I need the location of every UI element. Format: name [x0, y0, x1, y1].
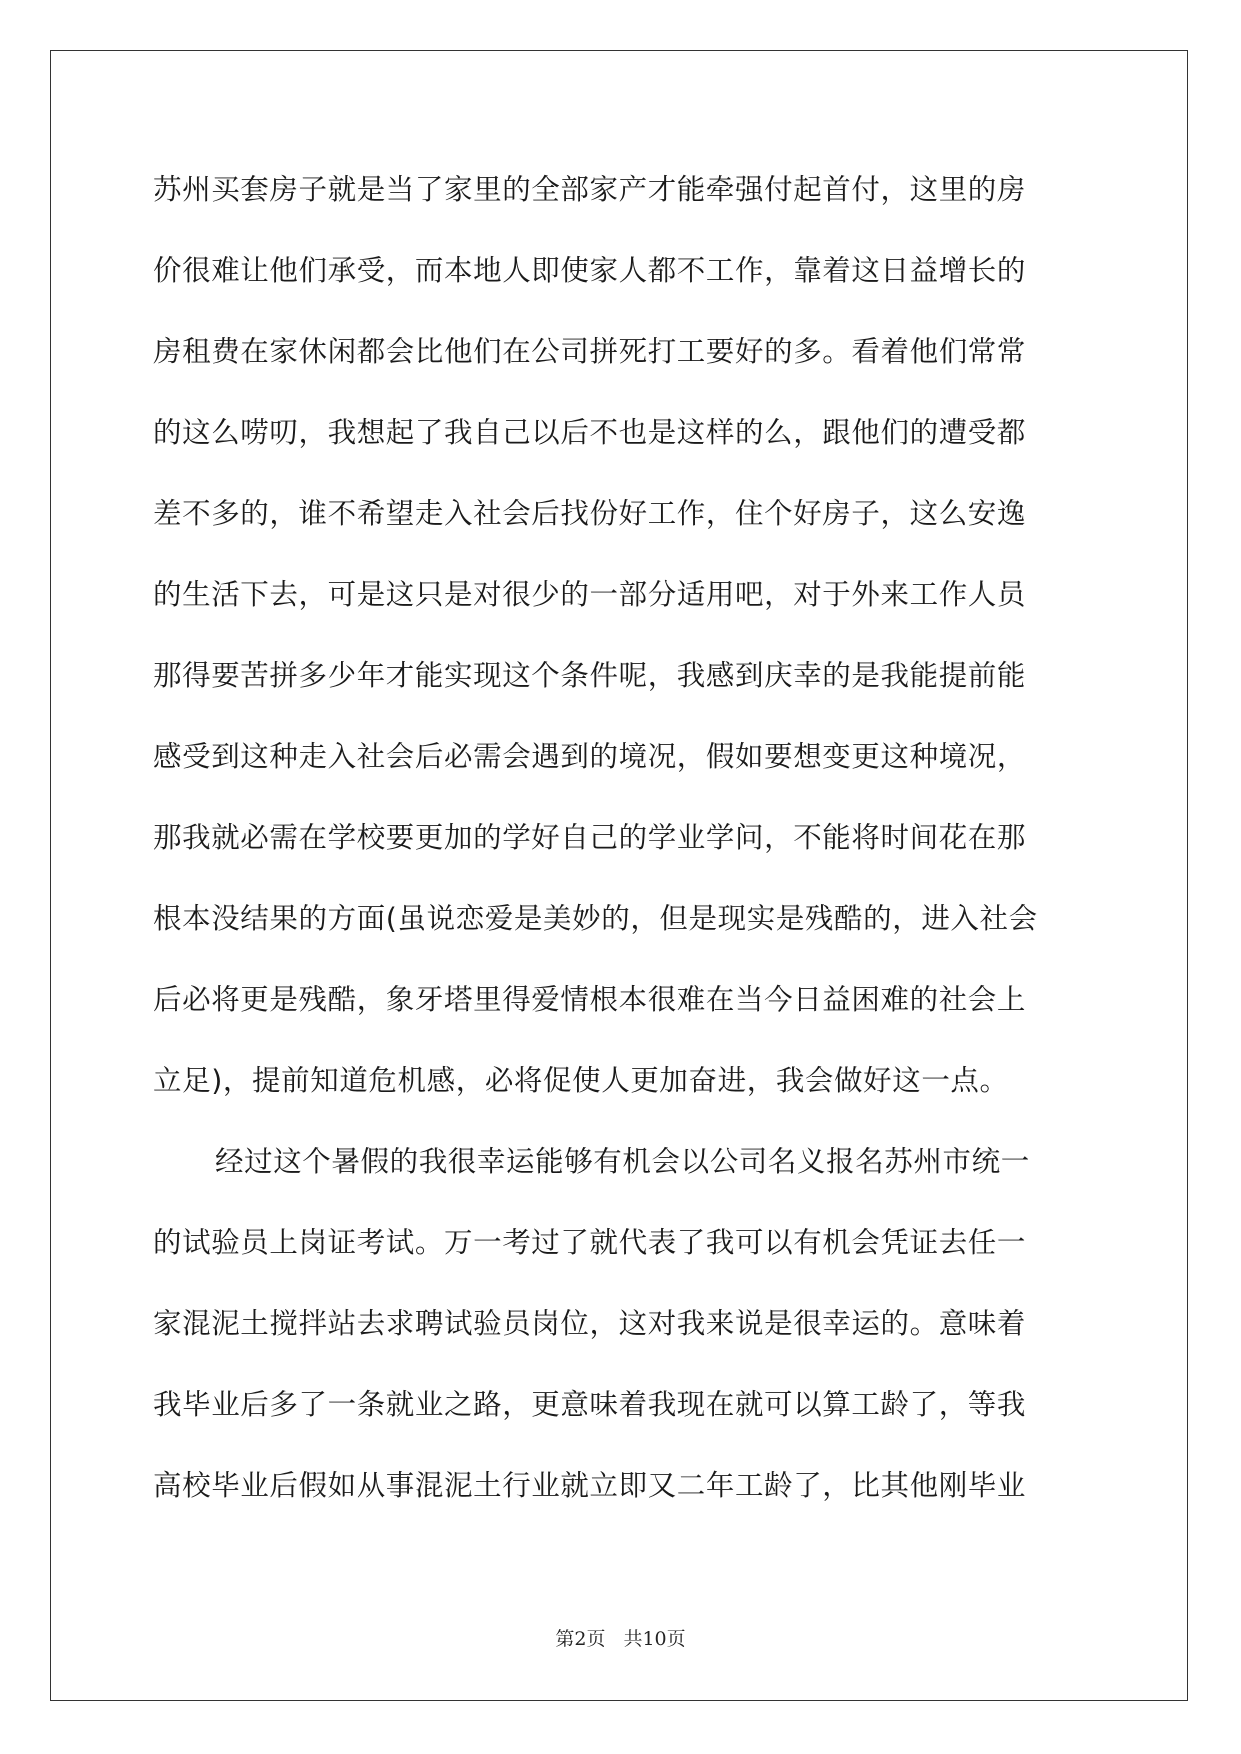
- page-footer: [0, 1624, 1241, 1651]
- text-line: 那得要苦拼多少年才能实现这个条件呢，我感到庆幸的是我能提前能: [153, 659, 1027, 692]
- page-total: 共10页: [623, 1628, 686, 1650]
- text-line: 立足)，提前知道危机感，必将促使人更加奋进，我会做好这一点。: [153, 1064, 1009, 1097]
- text-line: 那我就必需在学校要更加的学好自己的学业学问，不能将时间花在那: [153, 821, 1027, 854]
- text-line-paragraph-start: 经过这个暑假的我很幸运能够有机会以公司名义报名苏州市统一: [215, 1145, 1030, 1178]
- text-line: 我毕业后多了一条就业之路，更意味着我现在就可以算工龄了，等我: [153, 1388, 1027, 1421]
- text-line: 根本没结果的方面(虽说恋爱是美妙的，但是现实是残酷的，进入社会: [153, 902, 1038, 935]
- text-line: 后必将更是残酷，象牙塔里得爱情根本很难在当今日益困难的社会上: [153, 983, 1027, 1016]
- body-text: [153, 160, 1088, 1537]
- text-line: 高校毕业后假如从事混泥土行业就立即又二年工龄了，比其他刚毕业: [153, 1469, 1027, 1502]
- text-line: 房租费在家休闲都会比他们在公司拼死打工要好的多。看着他们常常: [153, 335, 1027, 368]
- text-line: 的生活下去，可是这只是对很少的一部分适用吧，对于外来工作人员: [153, 578, 1027, 611]
- text-line: 家混泥土搅拌站去求聘试验员岗位，这对我来说是很幸运的。意味着: [153, 1307, 1027, 1340]
- text-line: 差不多的，谁不希望走入社会后找份好工作，住个好房子，这么安逸: [153, 497, 1027, 530]
- text-line: 价很难让他们承受，而本地人即使家人都不工作，靠着这日益增长的: [153, 254, 1027, 287]
- text-line: 苏州买套房子就是当了家里的全部家产才能牵强付起首付，这里的房: [153, 173, 1027, 206]
- text-line: 的试验员上岗证考试。万一考过了就代表了我可以有机会凭证去任一: [153, 1226, 1027, 1259]
- text-line: 的这么唠叨，我想起了我自己以后不也是这样的么，跟他们的遭受都: [153, 416, 1027, 449]
- page-number: 第2页: [555, 1628, 606, 1650]
- text-line: 感受到这种走入社会后必需会遇到的境况，假如要想变更这种境况，: [153, 740, 1027, 773]
